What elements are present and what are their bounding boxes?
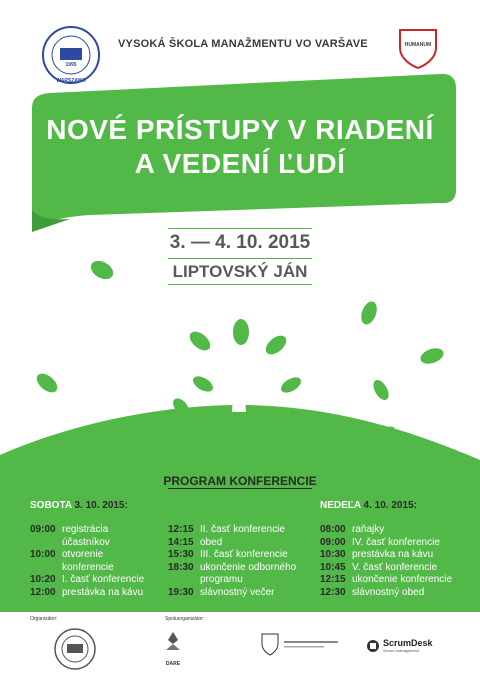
leaf	[186, 328, 213, 354]
leaf	[358, 299, 379, 326]
schedule-row: 12:15 II. časť konferencie	[168, 524, 285, 535]
schedule-row: 10:00 otvorenie	[30, 549, 104, 561]
schedule-row: 10:30 prestávka na kávu	[320, 549, 434, 561]
divider-top	[168, 228, 312, 229]
leaf	[262, 332, 289, 358]
coorganizer-label: Spoluorganizátor:	[165, 616, 205, 622]
schedule-row: 09:00 registrácia	[30, 524, 109, 535]
schedule-row: 12:15 ukončenie konferencie	[320, 574, 453, 586]
organizer-label: Organizátor:	[30, 616, 58, 622]
logo-city: WARSZAWA	[56, 78, 86, 84]
sunday-date: 4. 10. 2015:	[363, 500, 417, 511]
event-dates: 3. — 4. 10. 2015	[169, 232, 311, 253]
program-title: PROGRAM KONFERENCIE	[163, 474, 317, 488]
schedule-row: 15:30 III. časť konferencie	[168, 549, 288, 561]
university-logo	[40, 24, 102, 86]
schedule-sunday	[320, 524, 452, 600]
tree-branch-left-2	[218, 349, 237, 368]
humanum-logo	[396, 26, 440, 70]
sunday-header	[320, 500, 417, 511]
event-place: LIPTOVSKÝ JÁN	[172, 262, 308, 281]
saturday-day: SOBOTA	[30, 500, 72, 511]
schedule-row: 10:45 V. časť konferencie	[320, 561, 438, 573]
dare-logo	[158, 630, 188, 667]
logo-year: 1995	[65, 62, 77, 68]
divider-bottom	[168, 284, 312, 285]
saturday-date: 3. 10. 2015:	[74, 500, 128, 511]
leaf	[278, 374, 303, 395]
scrumdesk-sublabel: Scrum management	[383, 648, 420, 653]
saturday-header	[30, 500, 128, 511]
schedule-saturday-am	[30, 524, 144, 600]
partner-logo	[260, 632, 340, 661]
title-line-1: NOVÉ PRÍSTUPY V RIADENÍ	[46, 114, 434, 145]
schedule-row: 10:20 I. časť konferencie	[30, 574, 145, 586]
schedule-row: 18:30 ukončenie odborného	[168, 561, 297, 573]
program-title-underline	[168, 488, 312, 489]
scrumdesk-label: ScrumDesk	[383, 638, 433, 648]
leaf	[233, 319, 249, 345]
scrumdesk-logo	[366, 638, 433, 653]
leaf	[418, 345, 445, 366]
schedule-row: programu	[200, 574, 243, 586]
tree-branch-left	[209, 368, 237, 392]
schedule-row: 08:00 raňajky	[320, 524, 385, 535]
leaf	[190, 373, 215, 394]
humanum-logo-text: HUMANUM	[404, 42, 432, 48]
sunday-day: NEDEĽA	[320, 500, 361, 511]
sponsors-footer	[0, 612, 480, 680]
schedule-row: konferencie	[62, 561, 114, 573]
leaf	[370, 377, 391, 402]
schedule-row: 14:15 obed	[168, 536, 223, 548]
schedule-row: 09:00 IV. časť konferencie	[320, 536, 440, 548]
leaf	[33, 370, 60, 396]
title-line-2: A VEDENÍ ĽUDÍ	[134, 148, 346, 179]
schedule-row: 12:30 slávnostný obed	[320, 586, 425, 598]
schedule-saturday-pm	[168, 524, 296, 600]
organizer-logo	[52, 626, 98, 677]
schedule-row: 12:00 prestávka na kávu	[30, 586, 144, 598]
schedule-row: účastníkov	[62, 536, 110, 548]
school-name: VYSOKÁ ŠKOLA MANAŽMENTU VO VARŠAVE	[118, 38, 368, 50]
divider-middle	[168, 258, 312, 259]
tree-branch-right	[242, 358, 273, 388]
dare-label: DARE	[165, 661, 181, 667]
schedule-row: 19:30 slávnostný večer	[168, 586, 275, 598]
